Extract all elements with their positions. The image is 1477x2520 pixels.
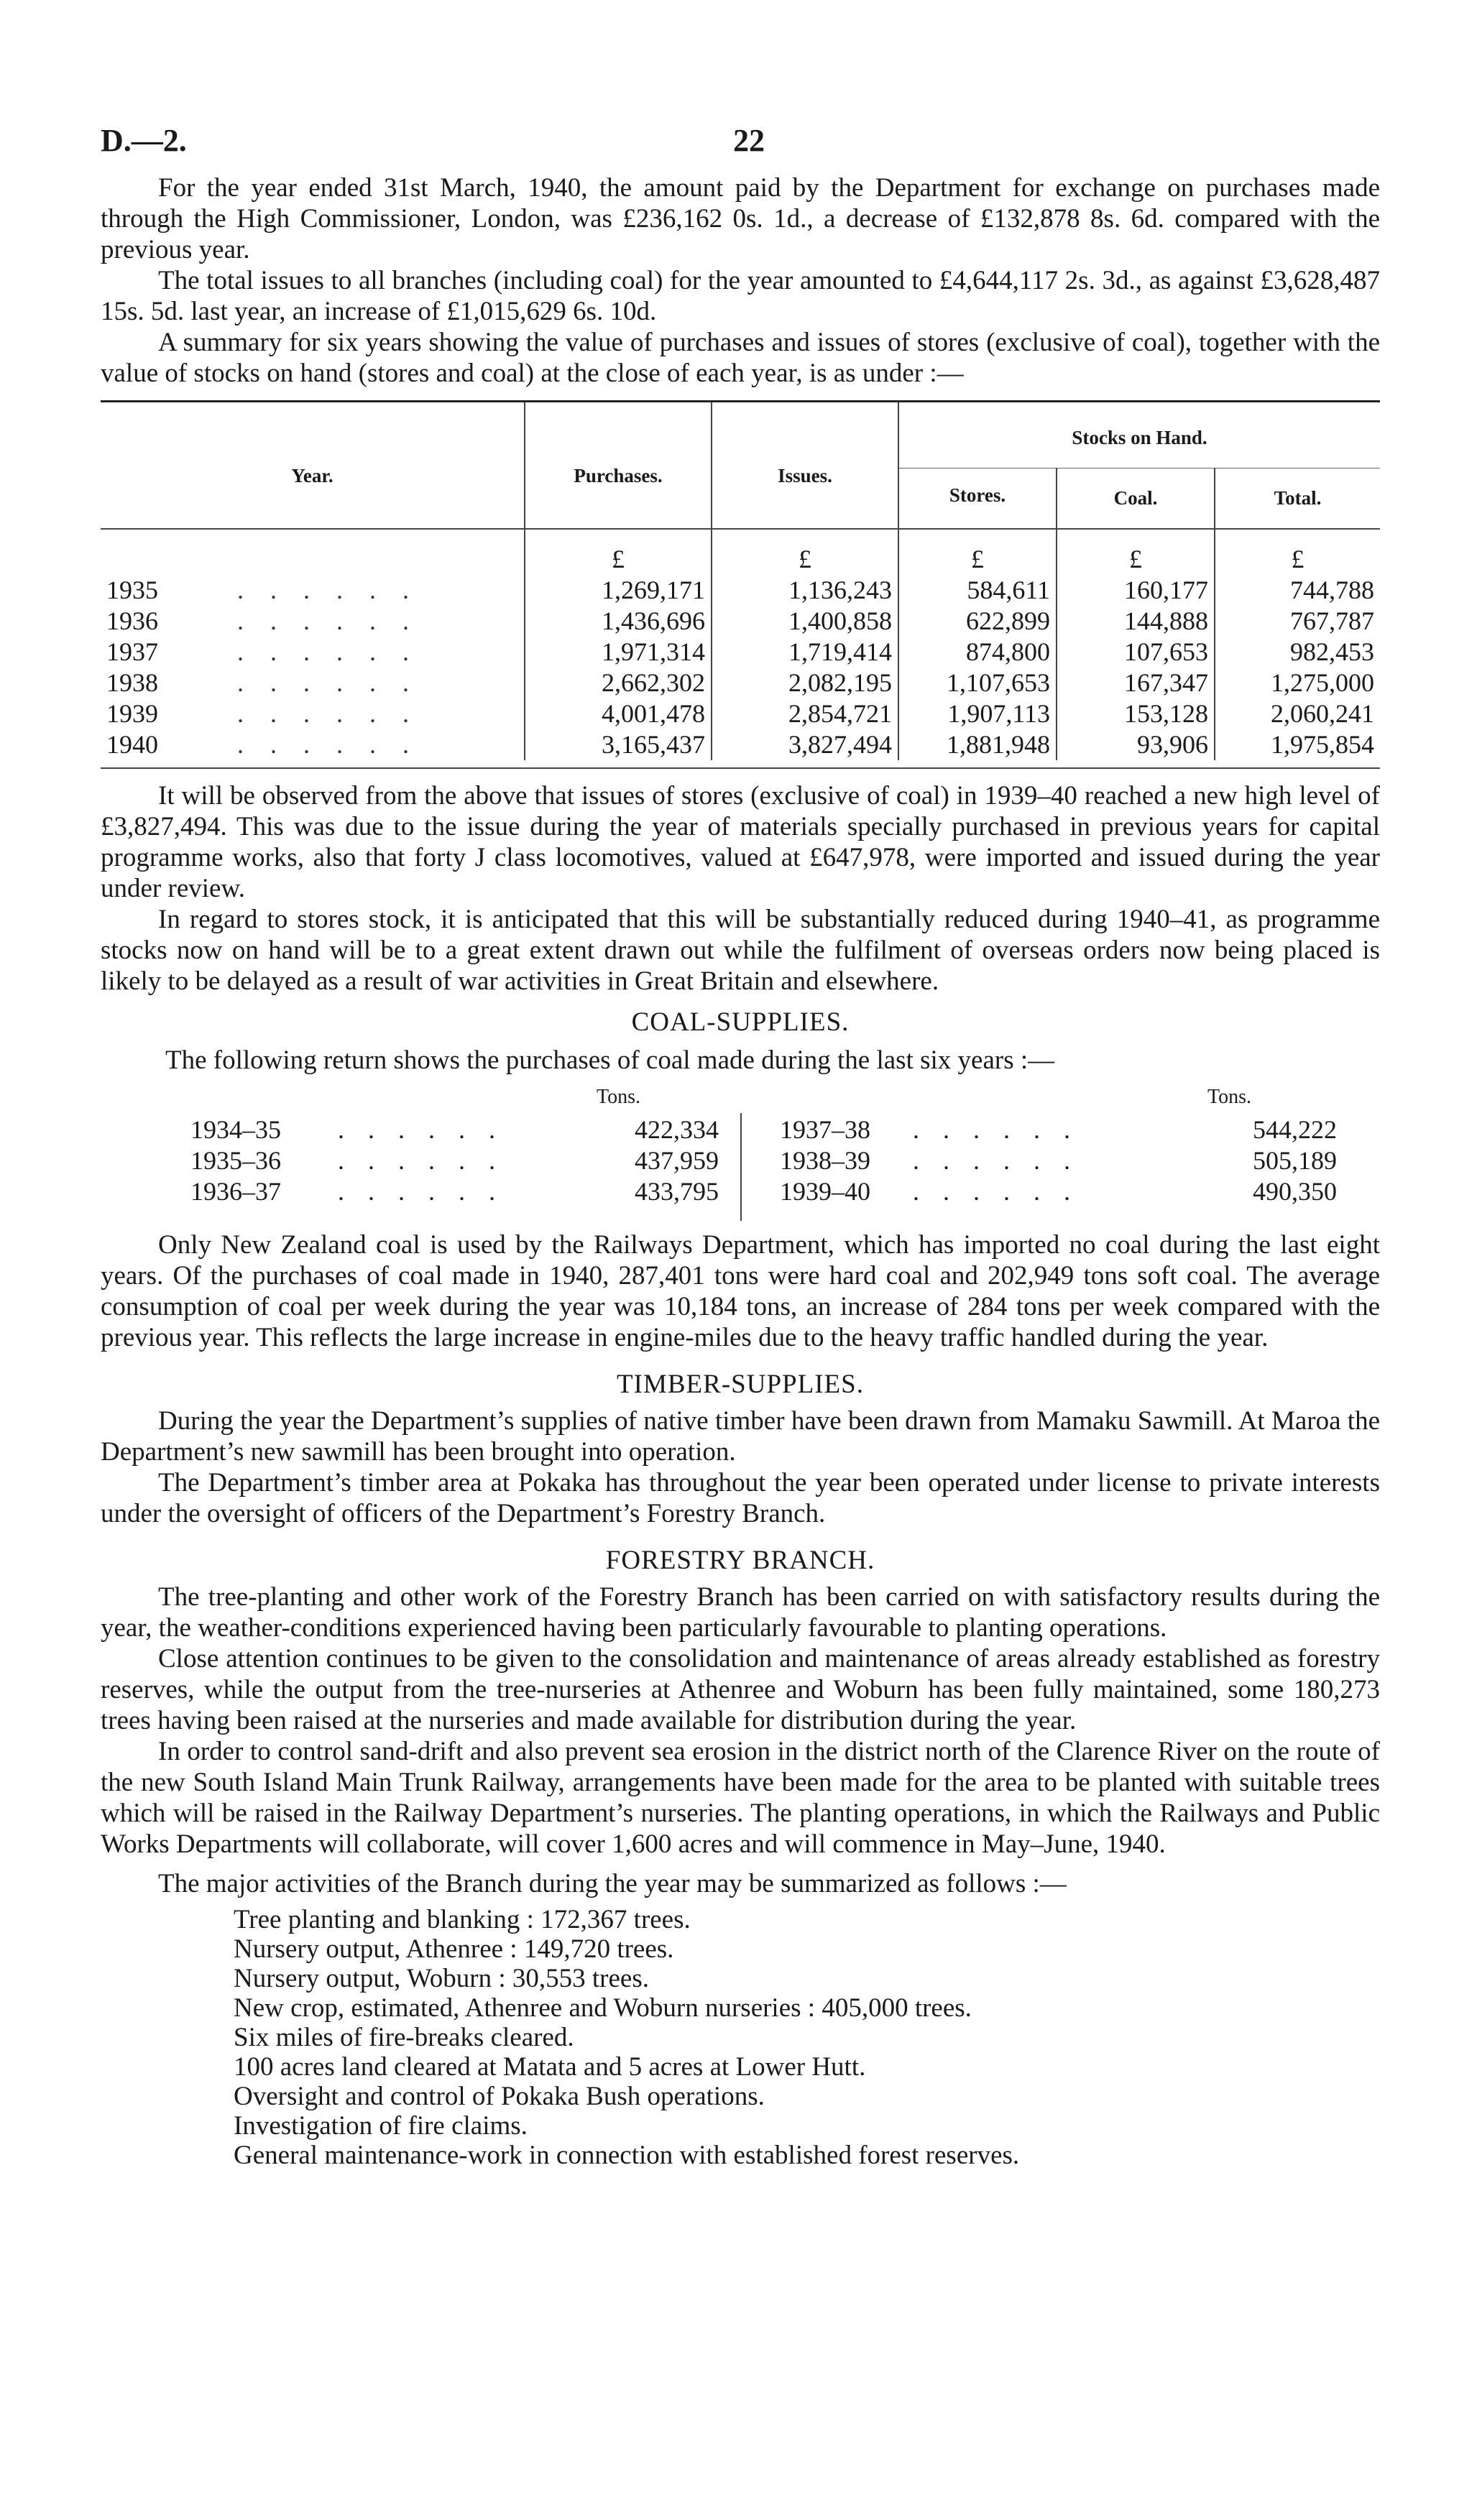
cell-purchases: 3,165,437 (525, 729, 712, 760)
cell-stores: 1,107,653 (898, 668, 1057, 698)
cell-total: 1,975,854 (1215, 729, 1380, 760)
paragraph: The total issues to all branches (including coal) for the year amounted to £4,644,117 2s. 3d., as against £3,628,487 15s. 5d. last year, an increase of £1,015,629 6s. 10d. (101, 266, 1380, 326)
cell-purchases: 1,971,314 (525, 637, 712, 668)
paragraph: Close attention continues to be given to the consolidation and maintenance of areas already established as forestry reserves, while the output from the tree-nurseries at Athenree and Woburn has been fully maintained, some 180,273 trees having been raised at the nurseries and made available for distribution during the year. (101, 1644, 1380, 1735)
list-item: Oversight and control of Pokaka Bush operations. (234, 2082, 765, 2111)
col-header-year: Year. (291, 465, 333, 486)
coal-year: 1939–40 (780, 1177, 870, 1206)
table-row (101, 606, 1380, 637)
document-page (101, 108, 1380, 2170)
coal-year: 1934–35 (190, 1115, 281, 1144)
paragraph: During the year the Department’s supplies of native timber have been drawn from Mamaku Sawmill. At Maroa the Department’s new sawmill has been brought into operation. (101, 1406, 1380, 1467)
table-row (101, 668, 1380, 698)
cell-issues: 1,136,243 (712, 575, 898, 606)
stores-summary-table (101, 400, 1380, 760)
cell-issues: 1,400,858 (712, 606, 898, 637)
page-header (101, 108, 1380, 172)
leader-dots: . . . . . . (237, 730, 419, 759)
leader-dots: . . . . . . (338, 1115, 504, 1144)
col-header-stores: Stores. (898, 469, 1057, 530)
row-year: 1940 (106, 730, 158, 759)
cell-purchases: 4,001,478 (525, 698, 712, 729)
unit-issues: £ (712, 529, 898, 575)
cell-total: 744,788 (1215, 575, 1380, 606)
coal-tons: 490,350 (1253, 1177, 1337, 1206)
cell-coal: 167,347 (1057, 668, 1215, 698)
row-year: 1935 (106, 576, 158, 604)
leader-dots: . . . . . . (913, 1146, 1079, 1175)
row-year: 1938 (106, 668, 158, 697)
cell-stores: 622,899 (898, 606, 1057, 637)
section-heading-forestry: FORESTRY BRANCH. (605, 1546, 875, 1575)
leader-dots: . . . . . . (237, 668, 419, 697)
cell-purchases: 2,662,302 (525, 668, 712, 698)
cell-coal: 160,177 (1057, 575, 1215, 606)
table-row (101, 637, 1380, 668)
unit-row (101, 529, 1380, 575)
table-row (101, 729, 1380, 760)
leader-dots: . . . . . . (913, 1115, 1079, 1144)
unit-stores: £ (898, 529, 1057, 575)
coal-tons: 505,189 (1253, 1146, 1337, 1175)
col-header-purchases: Purchases. (525, 402, 712, 530)
cell-total: 2,060,241 (1215, 698, 1380, 729)
cell-stores: 1,881,948 (898, 729, 1057, 760)
col-header-coal: Coal. (1057, 469, 1215, 530)
paragraph: It will be observed from the above that issues of stores (exclusive of coal) in 1939–40 reached a new high level of £3,827,494. This was due to the issue during the year of materials specially purchased in previous years for capital programme works, also that forty J class locomotives, valued at £647,978, were imported and issued during the year under review. (101, 781, 1380, 903)
list-item: 100 acres land cleared at Matata and 5 acres at Lower Hutt. (234, 2052, 866, 2082)
row-year: 1936 (106, 606, 158, 635)
cell-coal: 153,128 (1057, 698, 1215, 729)
cell-total: 982,453 (1215, 637, 1380, 668)
coal-paragraph: Only New Zealand coal is used by the Railways Department, which has imported no coal during the last eight years. Of the purchases of coal made in 1940, 287,401 tons were hard coal and 202,949 tons soft coal. The average consumption of coal per week during the year was 10,184 tons, an increase of 284 tons per week compared with the previous year. This reflects the large increase in engine-miles due to the heavy traffic handled during the year. (101, 1230, 1380, 1352)
list-item: Tree planting and blanking : 172,367 trees. (234, 1905, 691, 1934)
page-number: 22 (733, 123, 765, 158)
intro-section (101, 172, 1380, 389)
coal-intro: The following return shows the purchases of coal made during the last six years :— (165, 1046, 1055, 1075)
coal-year: 1935–36 (190, 1146, 281, 1175)
leader-dots: . . . . . . (338, 1146, 504, 1175)
list-item: Investigation of fire claims. (234, 2111, 528, 2141)
section-heading-timber: TIMBER-SUPPLIES. (617, 1370, 864, 1399)
unit-coal: £ (1057, 529, 1215, 575)
cell-stores: 874,800 (898, 637, 1057, 668)
coal-tons: 422,334 (635, 1115, 719, 1144)
coal-purchases-table (101, 1079, 1380, 1222)
paragraph: The Department’s timber area at Pokaka has throughout the year been operated under license to private interests under the oversight of officers of the Department’s Forestry Branch. (101, 1468, 1380, 1528)
coal-year: 1938–39 (780, 1146, 870, 1175)
leader-dots: . . . . . . (237, 606, 419, 635)
col-header-issues: Issues. (712, 402, 898, 530)
list-item: Six miles of fire-breaks cleared. (234, 2023, 574, 2052)
unit-purchases: £ (525, 529, 712, 575)
paragraph: A summary for six years showing the value of purchases and issues of stores (exclusive of coal), together with the value of stocks on hand (stores and coal) at the close of each year, is as under :— (101, 328, 1380, 388)
cell-coal: 93,906 (1057, 729, 1215, 760)
cell-issues: 1,719,414 (712, 637, 898, 668)
col-header-stocks-on-hand: Stocks on Hand. (898, 402, 1380, 469)
coal-tons: 433,795 (635, 1177, 719, 1206)
list-item: Nursery output, Athenree : 149,720 trees. (234, 1934, 674, 1964)
coal-tons: 437,959 (635, 1146, 719, 1175)
leader-dots: . . . . . . (237, 699, 419, 728)
paragraph: The major activities of the Branch during the year may be summarized as follows :— (158, 1869, 1067, 1898)
cell-stores: 1,907,113 (898, 698, 1057, 729)
cell-stores: 584,611 (898, 575, 1057, 606)
paragraph: The tree-planting and other work of the Forestry Branch has been carried on with satisfactory results during the year, the weather-conditions experienced having been particularly favourable to planting operations. (101, 1582, 1380, 1643)
leader-dots: . . . . . . (913, 1177, 1079, 1206)
cell-issues: 3,827,494 (712, 729, 898, 760)
coal-year: 1936–37 (190, 1177, 281, 1206)
leader-dots: . . . . . . (237, 637, 419, 666)
coal-year: 1937–38 (780, 1115, 870, 1144)
row-year: 1937 (106, 637, 158, 666)
list-item: General maintenance-work in connection with established forest reserves. (234, 2141, 1020, 2170)
paragraph: In regard to stores stock, it is anticipated that this will be substantially reduced during 1940–41, as programme stocks now on hand will be to a great extent drawn out while the fulfilment of overseas orders now being placed is likely to be delayed as a result of war activities in Great Britain and elsewhere. (101, 905, 1380, 996)
table-row (101, 698, 1380, 729)
coal-unit-left: Tons. (597, 1086, 641, 1108)
cell-issues: 2,082,195 (712, 668, 898, 698)
unit-total: £ (1215, 529, 1380, 575)
coal-table-divider (740, 1113, 742, 1221)
document-reference: D.—2. (101, 123, 187, 158)
section-heading-coal: COAL-SUPPLIES. (631, 1007, 850, 1037)
row-year: 1939 (106, 699, 158, 728)
observation-section (101, 780, 1380, 997)
leader-dots: . . . . . . (237, 576, 419, 604)
cell-total: 1,275,000 (1215, 668, 1380, 698)
list-item: Nursery output, Woburn : 30,553 trees. (234, 1964, 649, 1993)
paragraph: For the year ended 31st March, 1940, the amount paid by the Department for exchange on purchases made through the High Commissioner, London, was £236,162 0s. 1d., a decrease of £132,878 8s. 6d. compared with the previous year. (101, 173, 1380, 264)
col-header-total: Total. (1215, 469, 1380, 530)
cell-issues: 2,854,721 (712, 698, 898, 729)
cell-total: 767,787 (1215, 606, 1380, 637)
coal-tons: 544,222 (1253, 1115, 1337, 1144)
coal-unit-right: Tons. (1207, 1086, 1252, 1108)
cell-purchases: 1,436,696 (525, 606, 712, 637)
paragraph: In order to control sand-drift and also prevent sea erosion in the district north of the Clarence River on the route of the new South Island Main Trunk Railway, arrangements have been made for the area to be planted with suitable trees which will be raised in the Railway Department’s nurseries. The planting operations, in which the Railways and Public Works Departments will collaborate, will cover 1,600 acres and will commence in May–June, 1940. (101, 1737, 1380, 1859)
cell-purchases: 1,269,171 (525, 575, 712, 606)
activities-list (234, 1905, 1380, 2170)
table-row (101, 575, 1380, 606)
cell-coal: 107,653 (1057, 637, 1215, 668)
cell-coal: 144,888 (1057, 606, 1215, 637)
leader-dots: . . . . . . (338, 1177, 504, 1206)
list-item: New crop, estimated, Athenree and Woburn nurseries : 405,000 trees. (234, 1993, 972, 2023)
